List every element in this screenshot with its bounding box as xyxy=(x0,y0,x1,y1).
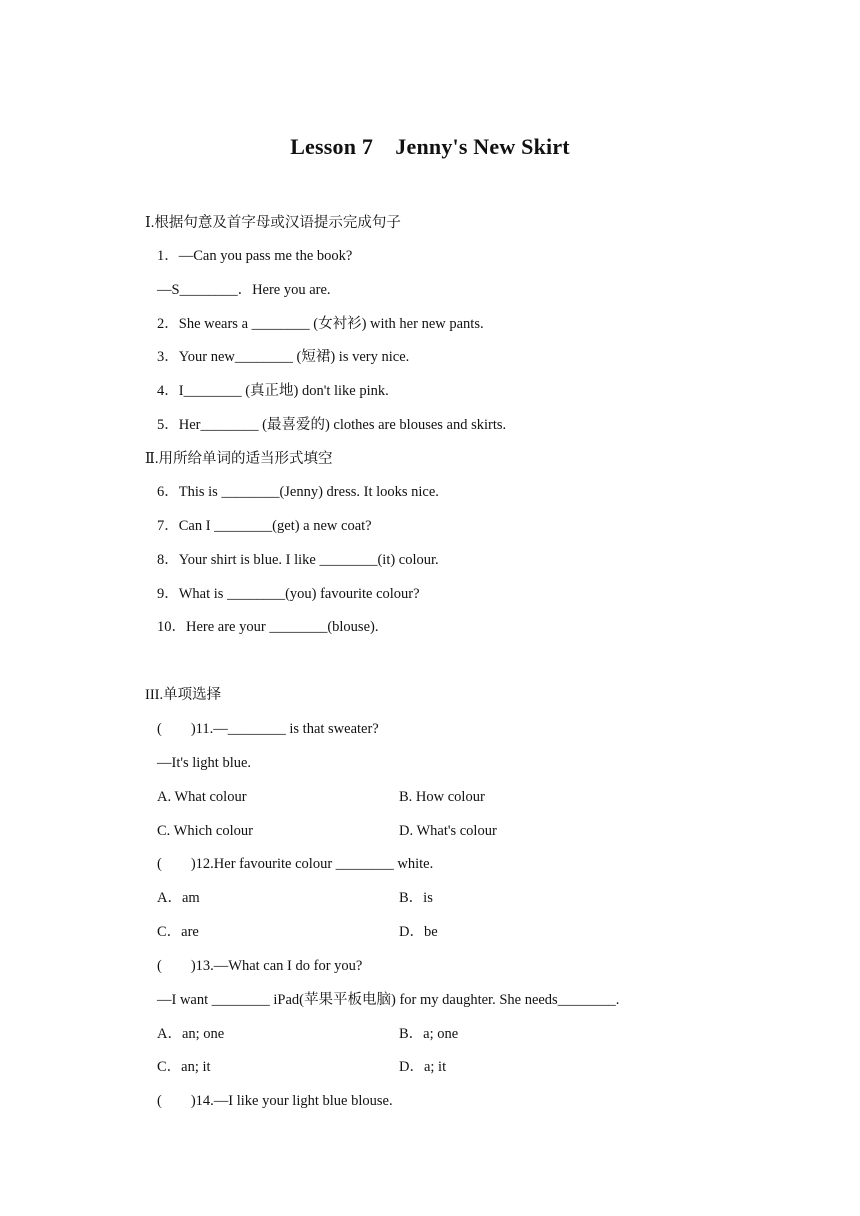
question-7: 7．Can I ________(get) a new coat? xyxy=(157,518,372,534)
question-5: 5．Her________ (最喜爱的) clothes are blouses and skirts. xyxy=(157,417,507,433)
section-2-heading: Ⅱ.用所给单词的适当形式填空 xyxy=(145,451,333,467)
question-3: 3．Your new________ (短裙) is very nice. xyxy=(157,349,410,365)
question-13-option-a: A．an; one xyxy=(157,1026,225,1042)
question-1-answer-line: —S________．Here you are. xyxy=(157,282,331,298)
question-8: 8．Your shirt is blue. I like ________(it) colour. xyxy=(157,552,439,568)
question-11-option-d: D. What's colour xyxy=(399,823,497,839)
question-2: 2．She wears a ________ (女衬衫) with her new pants. xyxy=(157,316,484,332)
question-14: ( )14.—I like your light blue blouse. xyxy=(157,1093,393,1109)
question-11-option-a: A. What colour xyxy=(157,789,247,805)
question-9: 9．What is ________(you) favourite colour? xyxy=(157,586,420,602)
question-13: ( )13.—What can I do for you? xyxy=(157,958,363,974)
question-11-response: —It's light blue. xyxy=(157,755,252,771)
question-11: ( )11.—________ is that sweater? xyxy=(157,721,379,737)
question-1: 1．—Can you pass me the book? xyxy=(157,248,353,264)
question-4: 4．I________ (真正地) don't like pink. xyxy=(157,383,389,399)
page-title: Lesson 7 Jenny's New Skirt xyxy=(290,134,570,159)
question-12-option-d: D．be xyxy=(399,924,438,940)
question-13-option-c: C．an; it xyxy=(157,1059,211,1075)
question-13-option-b: B．a; one xyxy=(399,1026,459,1042)
question-12-option-c: C．are xyxy=(157,924,199,940)
question-11-option-b: B. How colour xyxy=(399,789,485,805)
question-12: ( )12.Her favourite colour ________ white. xyxy=(157,856,434,872)
section-1-heading: Ⅰ.根据句意及首字母或汉语提示完成句子 xyxy=(145,215,401,231)
question-10: 10．Here are your ________(blouse). xyxy=(157,619,379,635)
question-13-option-d: D．a; it xyxy=(399,1059,447,1075)
question-12-option-b: B．is xyxy=(399,890,433,906)
question-13-response: —I want ________ iPad(苹果平板电脑) for my daughter. She needs________. xyxy=(157,992,620,1008)
section-3-heading: III.单项选择 xyxy=(145,687,222,703)
question-11-option-c: C. Which colour xyxy=(157,823,253,839)
question-12-option-a: A．am xyxy=(157,890,200,906)
question-6: 6．This is ________(Jenny) dress. It looks nice. xyxy=(157,484,439,500)
